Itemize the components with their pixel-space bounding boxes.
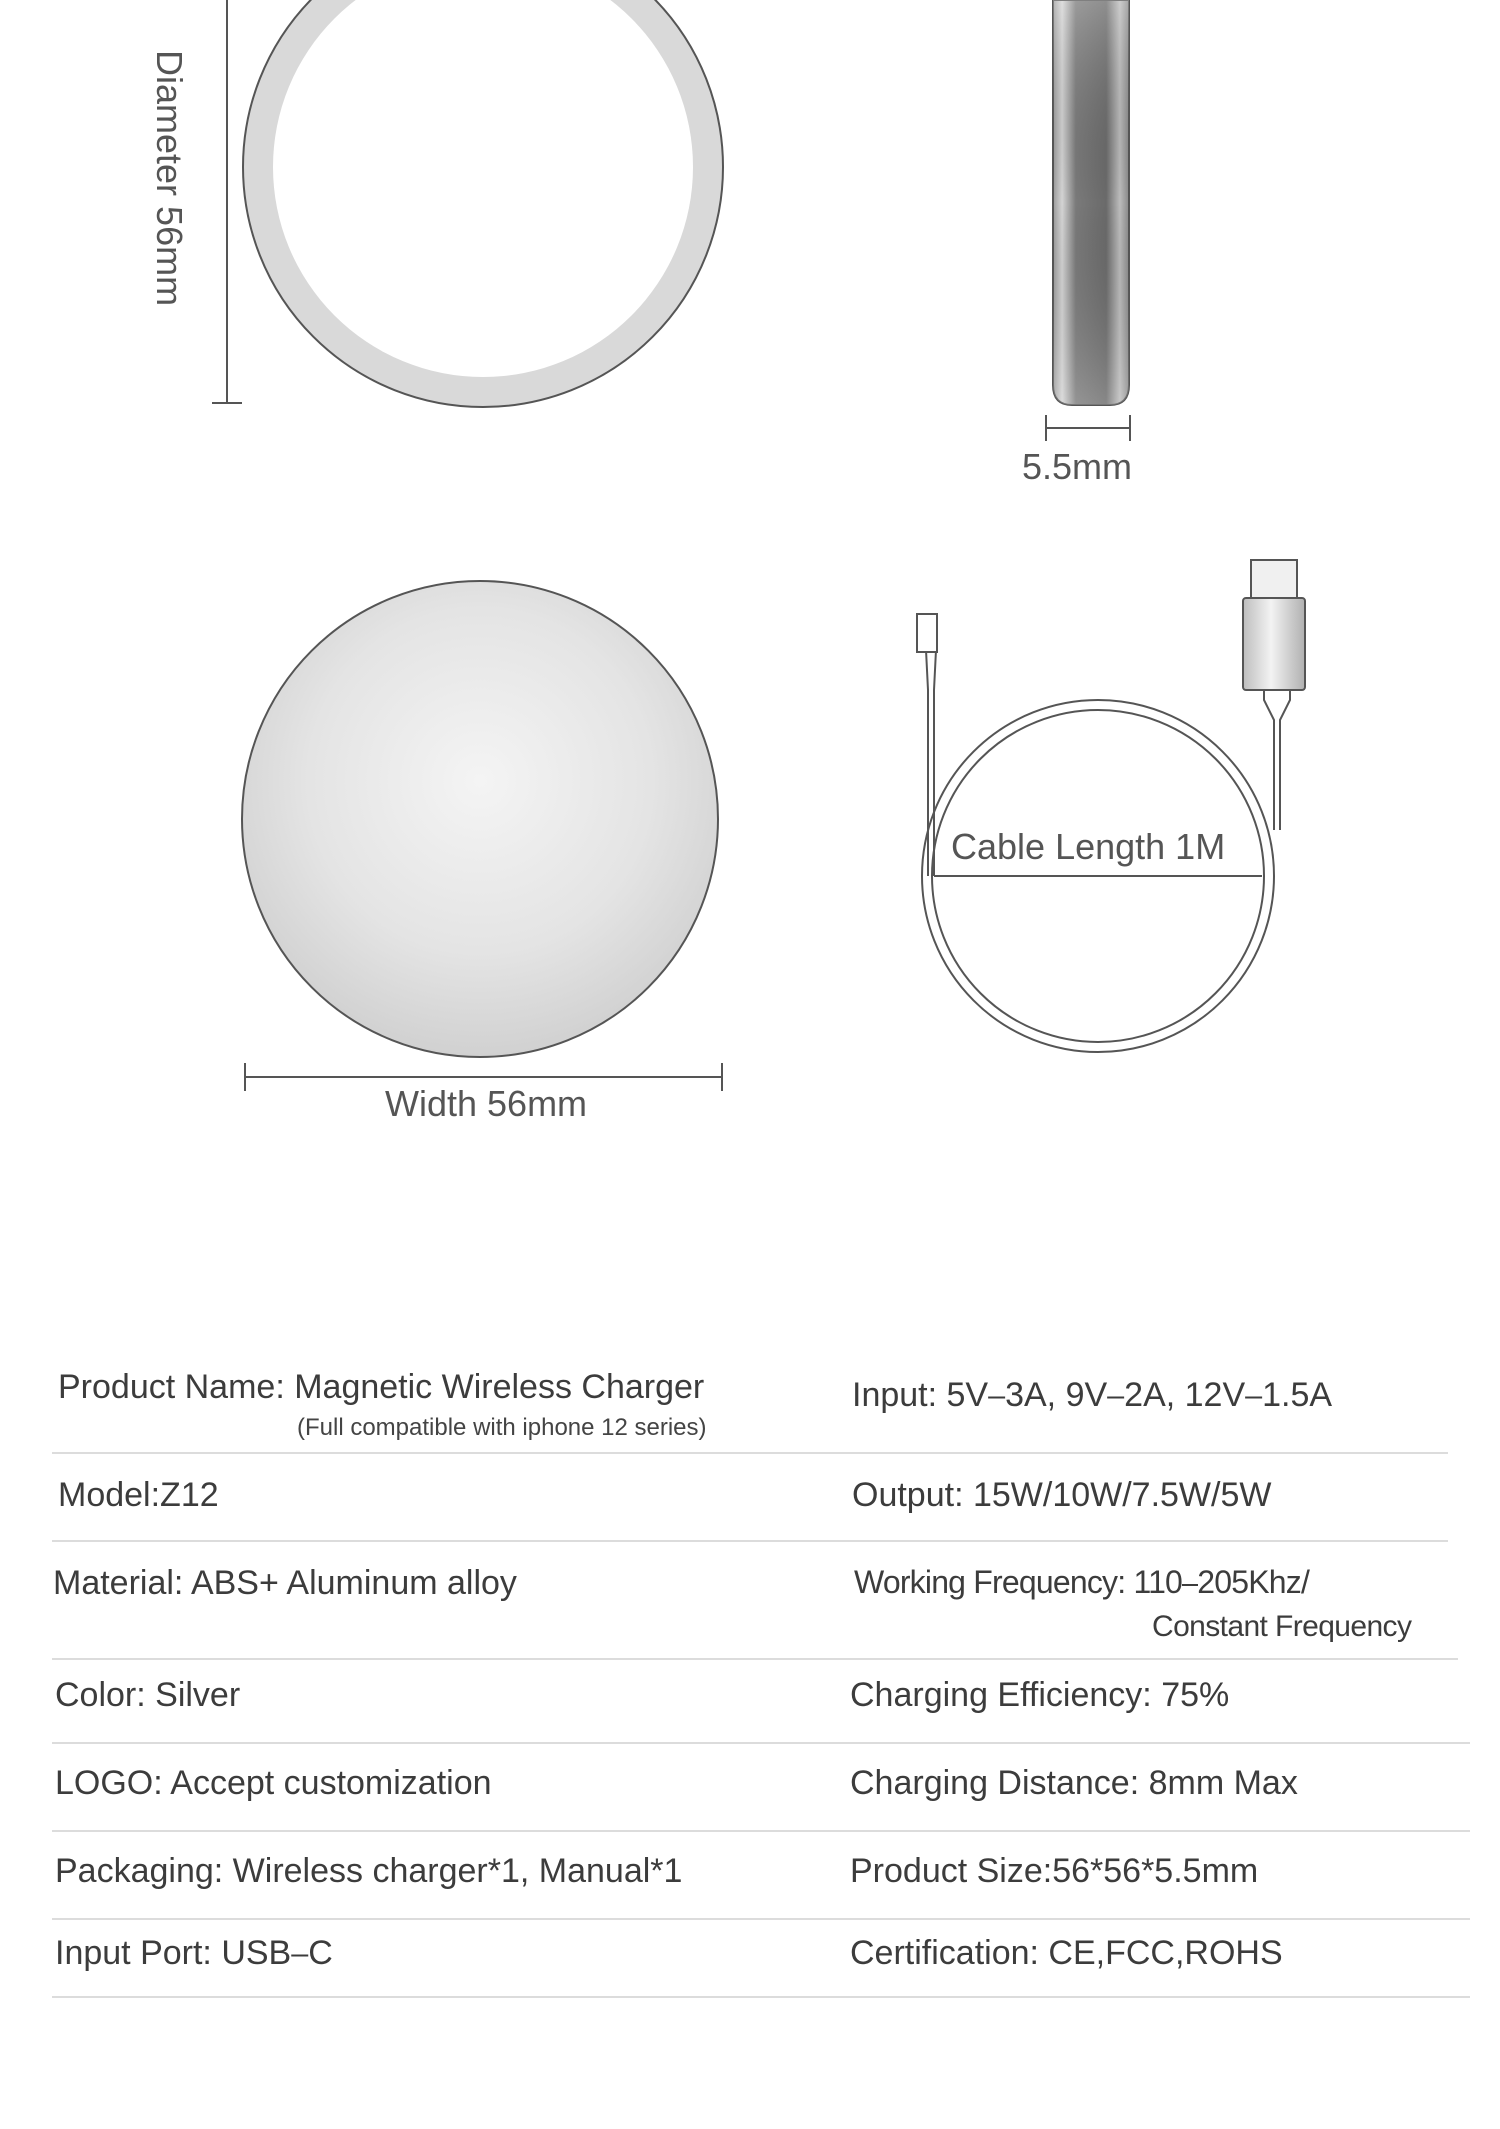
usb-c-plug-icon	[1243, 560, 1305, 690]
diameter-dimension-line	[212, 0, 242, 403]
cable-tip-icon	[917, 614, 937, 652]
spec-product-note: (Full compatible with iphone 12 series)	[297, 1414, 707, 1441]
table-divider	[52, 1830, 1470, 1832]
table-divider	[52, 1996, 1470, 1998]
spec-material: Material: ABS+ Aluminum alloy	[53, 1564, 517, 1602]
charger-back-view	[242, 581, 718, 1057]
spec-product-size: Product Size:56*56*5.5mm	[850, 1852, 1259, 1890]
spec-working-frequency-note: Constant Frequency	[1152, 1610, 1412, 1643]
spec-working-frequency: Working Frequency: 110⎯205Khz/	[854, 1564, 1310, 1600]
spec-packaging: Packaging: Wireless charger*1, Manual*1	[55, 1852, 683, 1890]
thickness-label: 5.5mm	[1022, 446, 1133, 487]
thickness-dimension-line	[1046, 415, 1130, 441]
spec-color: Color: Silver	[55, 1676, 241, 1714]
spec-model: Model:Z12	[58, 1476, 219, 1514]
spec-product-name: Product Name: Magnetic Wireless Charger	[58, 1368, 705, 1406]
cable-length-label: Cable Length 1M	[951, 826, 1226, 867]
charger-side-view	[1053, 0, 1129, 405]
charger-front-view	[243, 0, 723, 407]
table-divider	[52, 1918, 1470, 1920]
table-divider	[52, 1540, 1448, 1542]
diameter-label: Diameter 56mm	[149, 50, 190, 307]
spec-output: Output: 15W/10W/7.5W/5W	[852, 1476, 1272, 1514]
spec-charging-distance: Charging Distance: 8mm Max	[850, 1764, 1298, 1802]
table-divider	[52, 1452, 1448, 1454]
spec-input: Input: 5V⎯3A, 9V⎯2A, 12V⎯1.5A	[852, 1376, 1333, 1414]
table-divider	[52, 1658, 1458, 1660]
spec-charging-efficiency: Charging Efficiency: 75%	[850, 1676, 1230, 1714]
table-divider	[52, 1742, 1470, 1744]
spec-logo: LOGO: Accept customization	[55, 1764, 492, 1802]
width-label: Width 56mm	[385, 1083, 588, 1124]
spec-certification: Certification: CE,FCC,ROHS	[850, 1934, 1283, 1972]
spec-input-port: Input Port: USB⎯C	[55, 1934, 333, 1972]
